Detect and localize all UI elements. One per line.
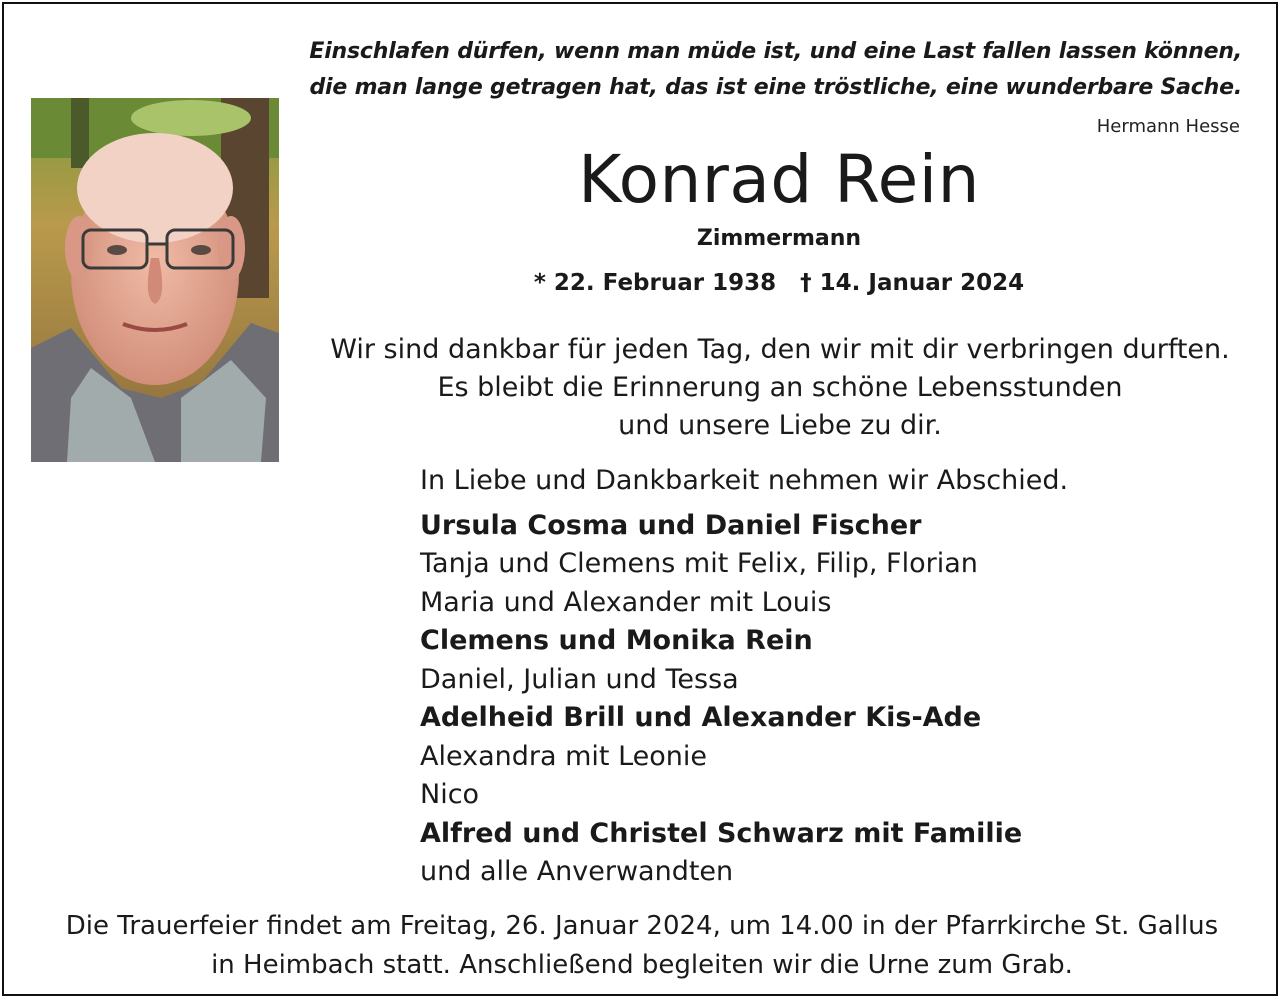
funeral-info-line-2: in Heimbach statt. Anschließend begleiten wir die Urne zum Grab. — [211, 950, 1073, 980]
mourner-line: Tanja und Clemens mit Felix, Filip, Florian — [420, 548, 978, 579]
obituary-notice — [2, 2, 1278, 996]
quote-line-2: die man lange getragen hat, das ist eine tröstliche, eine wunderbare Sache. — [309, 75, 1242, 100]
funeral-info — [24, 907, 1260, 985]
death-date: † 14. Januar 2024 — [800, 270, 1025, 296]
life-dates — [474, 270, 1084, 296]
deceased-name: Konrad Rein — [578, 141, 980, 218]
mourner-line: Alfred und Christel Schwarz mit Familie — [420, 817, 1023, 849]
funeral-info-line-1: Die Trauerfeier findet am Freitag, 26. Januar 2024, um 14.00 in der Pfarrkirche St. Gallus — [65, 911, 1219, 941]
profession: Zimmermann — [696, 226, 862, 251]
verse-line: Wir sind dankbar für jeden Tag, den wir mit dir verbringen durften. — [330, 334, 1230, 365]
portrait-photo — [31, 98, 279, 462]
mourners-intro: In Liebe und Dankbarkeit nehmen wir Abschied. — [420, 465, 1069, 496]
portrait-photo-icon — [31, 98, 279, 462]
mourners-list — [420, 462, 1260, 892]
verse-line: und unsere Liebe zu dir. — [618, 410, 942, 441]
verse — [294, 331, 1266, 445]
mourner-line: Alexandra mit Leonie — [420, 740, 708, 772]
mourner-line: Nico — [420, 779, 480, 810]
verse-line: Es bleibt die Erinnerung an schöne Lebensstunden — [437, 372, 1123, 403]
quote — [302, 34, 1242, 106]
birth-date: * 22. Februar 1938 — [533, 270, 777, 296]
mourner-line: und alle Anverwandten — [420, 856, 734, 887]
mourner-line: Daniel, Julian und Tessa — [420, 663, 739, 695]
mourner-line: Clemens und Monika Rein — [420, 625, 813, 656]
mourner-line: Adelheid Brill und Alexander Kis-Ade — [420, 702, 982, 733]
mourner-line: Ursula Cosma und Daniel Fischer — [420, 509, 922, 541]
quote-author: Hermann Hesse — [1096, 116, 1240, 137]
mourner-line: Maria und Alexander mit Louis — [420, 586, 832, 618]
quote-line-1: Einschlafen dürfen, wenn man müde ist, und eine Last fallen lassen können, — [309, 39, 1242, 64]
